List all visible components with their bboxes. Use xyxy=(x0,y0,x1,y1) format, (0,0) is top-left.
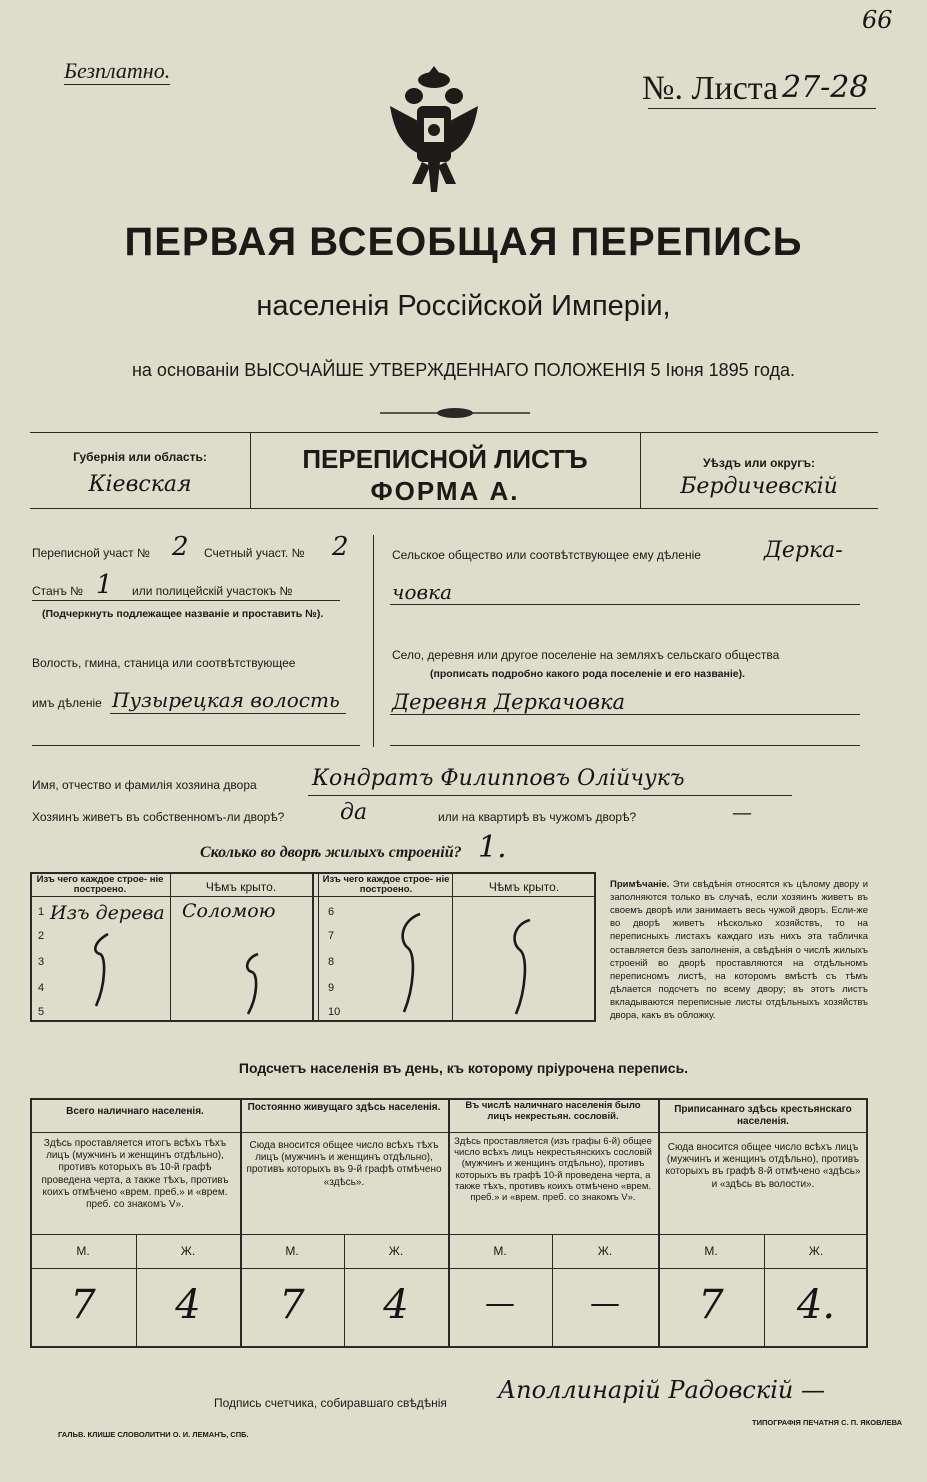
zh-label: Ж. xyxy=(808,1244,824,1258)
stan-value: 1 xyxy=(96,570,113,600)
tally-col-4-desc: Сюда вносится общее число всѣхъ лицъ (мужчинъ и женщинъ отдѣльно), противъ которыхъ въ графѣ 8-й отмѣчено «здѣсь» и «здѣсь въ волости». xyxy=(665,1142,861,1190)
tally-col-1-desc: Здѣсь проставляется итогъ всѣхъ тѣхъ лицъ (мужчинъ и женщинъ отдѣльно), противъ которыхъ въ 10-й графѣ проведена черта, а также тѣхъ, противъ коихъ отмѣчено «врем. преб.» и «врем. преб. со знакомъ V». xyxy=(41,1138,229,1210)
buildings-value: 1. xyxy=(478,830,507,865)
note-block xyxy=(610,878,868,1022)
district-value: Бердичевскій xyxy=(680,474,838,499)
volost-label-2: имъ дѣленіе xyxy=(32,696,102,710)
tally-value: 4. xyxy=(796,1282,836,1328)
police-label: или полицейскій участокъ № xyxy=(132,584,293,598)
zh-label: Ж. xyxy=(597,1244,613,1258)
m-label: М. xyxy=(285,1244,299,1258)
table-head-material-left: Изъ чего каждое строе- ніе построено. xyxy=(36,874,164,896)
row-number: 3 xyxy=(38,956,45,968)
tally-col-3-desc: Здѣсь проставляется (изъ графы 6-й) общее число всѣхъ лицъ некрестьянскихъ сословій (мужчинъ и женщинъ отдѣльно), противъ которыхъ въ графѣ 10-й проведена черта, а также тѣхъ, противъ коихъ отмѣчено «врем. преб.» и «врем. преб. со знакомъ V». xyxy=(454,1136,652,1204)
rented-value: — xyxy=(732,800,752,824)
sheet-number-value: 27-28 xyxy=(782,70,869,105)
m-label: М. xyxy=(704,1244,718,1258)
form-title: ПЕРЕПИСНОЙ ЛИСТЪ xyxy=(302,444,588,474)
row-number: 1 xyxy=(38,906,45,918)
volost-label: Волость, гмина, станица или соотвѣтствующее xyxy=(32,656,296,670)
material-value: Изъ дерева xyxy=(50,902,165,924)
form-name: ФОРМА А. xyxy=(370,476,520,506)
note-title: Примѣчаніе. xyxy=(610,879,670,890)
stan-label: Станъ № xyxy=(32,584,84,598)
tally-col-4-head: Приписаннаго здѣсь крестьянскаго населенія. xyxy=(674,1104,852,1128)
census-section-label: Переписной участ № xyxy=(32,546,150,560)
basis-text: на основаніи ВЫСОЧАЙШЕ УТВЕРЖДЕННАГО ПОЛОЖЕНІЯ 5 Іюня 1895 года. xyxy=(131,360,795,380)
table-head-roof-left: Чѣмъ крыто. xyxy=(205,880,277,894)
page-subtitle: населенія Россійской Имперіи, xyxy=(256,290,671,322)
rented-label: или на квартирѣ въ чужомъ дворѣ? xyxy=(438,810,637,824)
row-number: 10 xyxy=(328,1006,341,1018)
tally-title: Подсчетъ населенія въ день, къ которому пріурочена перепись. xyxy=(238,1060,689,1076)
own-yard-label: Хозяинъ живетъ въ собственномъ-ли дворѣ? xyxy=(32,810,285,824)
tally-value: 4 xyxy=(175,1282,201,1328)
page-title: ПЕРВАЯ ВСЕОБЩАЯ ПЕРЕПИСЬ xyxy=(124,220,803,264)
note-text: Эти свѣдѣнія относятся къ цѣлому двору и заполняются только въ случаѣ, если хозяинъ живетъ въ своемъ дворѣ или занимаетъ весь чужой дворъ. Если-же во дворѣ живетъ нѣсколько хозяйствъ, то на переписныхъ листахъ каждаго изъ нихъ эта табличка оставляется безъ заполненія, а свѣдѣнія о числѣ жилыхъ строеній во дворѣ проставляются на отдѣльномъ переписномъ листѣ, на которомъ вмѣстѣ съ тѣмъ дѣлается подсчетъ по всему двору; въ этотъ листъ вкладываются переписные листы отдѣльныхъ хозяйствъ двора, какъ въ обложку. xyxy=(610,879,869,1022)
row-number: 7 xyxy=(328,930,335,942)
row-number: 4 xyxy=(38,982,45,994)
ornament-divider-icon xyxy=(380,406,530,420)
signature-label: Подпись счетчика, собиравшаго свѣдѣнія xyxy=(214,1396,447,1410)
ditto-marks-icon xyxy=(30,896,596,1022)
tally-col-2-head: Постоянно живущаго здѣсь населенія. xyxy=(247,1102,441,1113)
stan-note: (Подчеркнуть подлежащее названіе и проставить №). xyxy=(42,608,324,620)
owner-value: Кондратъ Филипповъ Олійчукъ xyxy=(312,766,685,791)
archive-page-number: 66 xyxy=(862,6,893,34)
row-number: 2 xyxy=(38,930,45,942)
row-number: 5 xyxy=(38,1006,45,1018)
row-number: 6 xyxy=(328,906,335,918)
village-note: (прописать подробно какого рода поселеніе и его названіе). xyxy=(430,668,746,680)
volost-value: Пузырецкая волость xyxy=(112,688,340,712)
society-value: Дерка- xyxy=(764,538,843,563)
tally-value: — xyxy=(485,1286,515,1321)
counter-section-label: Счетный участ. № xyxy=(204,546,305,560)
sheet-number-label: №. Листа xyxy=(642,70,779,107)
tally-col-1-head: Всего наличнаго населенія. xyxy=(66,1106,204,1117)
printer-mark-right: ТИПОГРАФІЯ ПЕЧАТНЯ С. П. ЯКОВЛЕВА xyxy=(752,1418,903,1427)
tally-value: — xyxy=(590,1286,620,1321)
census-section-value: 2 xyxy=(172,532,189,562)
village-label: Село, деревня или другое поселеніе на земляхъ сельскаго общества xyxy=(392,648,780,662)
free-label: Безплатно. xyxy=(64,58,171,83)
tally-col-2-desc: Сюда вносится общее число всѣхъ тѣхъ лицъ (мужчинъ и женщинъ отдѣльно), противъ которыхъ въ 9-й графѣ отмѣчено «здѣсь». xyxy=(246,1140,442,1188)
tally-col-3-head: Въ числѣ наличнаго населенія было лицъ некрестьян. сословій. xyxy=(465,1100,641,1122)
society-label: Сельское общество или соотвѣтствующее ему дѣленіе xyxy=(392,548,701,562)
m-label: М. xyxy=(493,1244,507,1258)
table-head-material-right: Изъ чего каждое строе- ніе построено. xyxy=(322,874,450,896)
tally-value: 7 xyxy=(70,1282,96,1328)
buildings-label: Сколько во дворѣ жилыхъ строеній? xyxy=(200,844,462,861)
roof-value: Соломою xyxy=(182,900,276,922)
owner-label: Имя, отчество и фамилія хозяина двора xyxy=(32,778,257,792)
society-value-2: човка xyxy=(392,580,452,604)
own-yard-value: да xyxy=(340,800,368,825)
printer-mark-left: ГАЛЬВ. КЛИШЕ СЛОВОЛИТНИ О. И. ЛЕМАНЪ, СПБ. xyxy=(58,1430,249,1439)
district-label: Уѣздъ или округъ: xyxy=(702,456,816,470)
village-value: Деревня Деркачовка xyxy=(392,690,625,714)
counter-section-value: 2 xyxy=(332,532,349,562)
tally-value: 4 xyxy=(383,1282,409,1328)
row-number: 9 xyxy=(328,982,335,994)
signature-value: Аполлинарій Радовскій — xyxy=(498,1376,825,1404)
row-number: 8 xyxy=(328,956,335,968)
tally-value: 7 xyxy=(698,1282,724,1328)
zh-label: Ж. xyxy=(388,1244,404,1258)
tally-value: 7 xyxy=(279,1282,305,1328)
zh-label: Ж. xyxy=(180,1244,196,1258)
governorate-value: Кіевская xyxy=(88,472,192,497)
imperial-eagle-emblem-icon xyxy=(384,62,484,200)
m-label: М. xyxy=(76,1244,90,1258)
governorate-label: Губернія или область: xyxy=(73,450,207,464)
table-head-roof-right: Чѣмъ крыто. xyxy=(488,880,560,894)
